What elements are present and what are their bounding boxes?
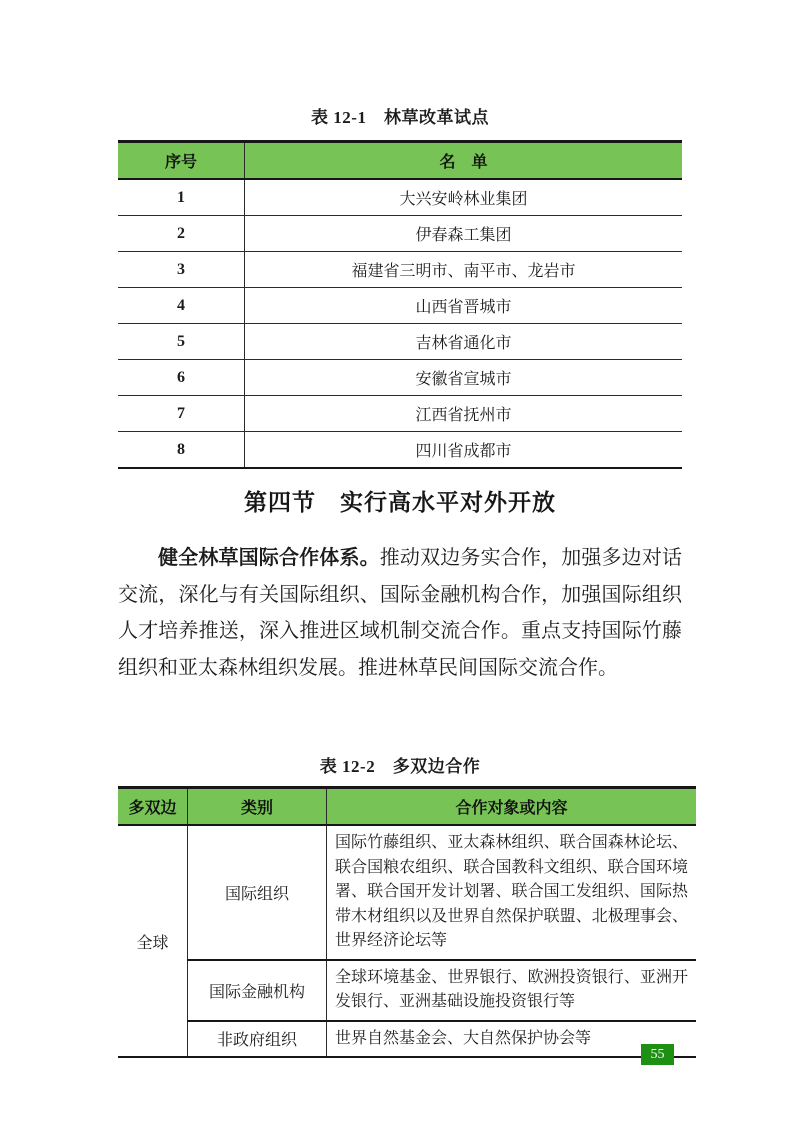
table-row	[118, 324, 682, 360]
table-cooperation	[118, 786, 696, 1058]
row-number: 6	[118, 360, 245, 396]
row-name: 伊春森工集团	[245, 216, 683, 252]
table-row	[118, 960, 696, 1021]
row-name: 安徽省宣城市	[245, 360, 683, 396]
table2-header-scope: 多双边	[118, 788, 188, 826]
row-number: 1	[118, 179, 245, 216]
table-row	[118, 432, 682, 469]
table1-caption: 表 12-1 林草改革试点	[311, 108, 489, 127]
table2-caption: 表 12-2 多双边合作	[319, 757, 481, 776]
table-row	[118, 360, 682, 396]
content-cell: 全球环境基金、世界银行、欧洲投资银行、亚洲开发银行、亚洲基础设施投资银行等	[327, 960, 697, 1021]
row-name: 大兴安岭林业集团	[245, 179, 683, 216]
row-name: 江西省抚州市	[245, 396, 683, 432]
table-row	[118, 1021, 696, 1058]
table-row	[118, 396, 682, 432]
row-number: 8	[118, 432, 245, 469]
section-paragraph	[118, 540, 682, 686]
table-row	[118, 825, 696, 960]
table-reform-pilots	[118, 140, 682, 469]
row-name: 四川省成都市	[245, 432, 683, 469]
table-row	[118, 288, 682, 324]
category-cell: 国际组织	[188, 825, 327, 960]
table-row	[118, 179, 682, 216]
row-name: 山西省晋城市	[245, 288, 683, 324]
table-header-row	[118, 788, 696, 826]
content-cell: 世界自然基金会、大自然保护协会等	[327, 1021, 697, 1058]
row-name: 吉林省通化市	[245, 324, 683, 360]
category-cell: 非政府组织	[188, 1021, 327, 1058]
table-row	[118, 252, 682, 288]
row-number: 4	[118, 288, 245, 324]
table2-header-content: 合作对象或内容	[327, 788, 697, 826]
paragraph-lead: 健全林草国际合作体系。	[158, 547, 380, 569]
category-cell: 国际金融机构	[188, 960, 327, 1021]
row-number: 5	[118, 324, 245, 360]
paragraph-body: 推动双边务实合作，加强多边对话交流，深化与有关国际组织、国际金融机构合作，加强国际组织人才培养推送，深入推进区域机制交流合作。重点支持国际竹藤组织和亚太森林组织发展。推进林草民间国际交流合作。	[118, 547, 683, 679]
section-heading: 第四节 实行高水平对外开放	[244, 489, 556, 515]
row-number: 2	[118, 216, 245, 252]
table1-header-no: 序号	[118, 142, 245, 180]
table-row	[118, 216, 682, 252]
row-number: 3	[118, 252, 245, 288]
table2-header-category: 类别	[188, 788, 327, 826]
row-number: 7	[118, 396, 245, 432]
row-name: 福建省三明市、南平市、龙岩市	[245, 252, 683, 288]
page-number-badge: 55	[641, 1044, 674, 1065]
content-cell: 国际竹藤组织、亚太森林组织、联合国森林论坛、联合国粮农组织、联合国教科文组织、联合国环境署、联合国开发计划署、联合国工发组织、国际热带木材组织以及世界自然保护联盟、北极理事会、世界经济论坛等	[327, 825, 697, 960]
table1-header-name: 名 单	[245, 142, 683, 180]
scope-cell: 全球	[118, 825, 188, 1057]
table-header-row	[118, 142, 682, 180]
